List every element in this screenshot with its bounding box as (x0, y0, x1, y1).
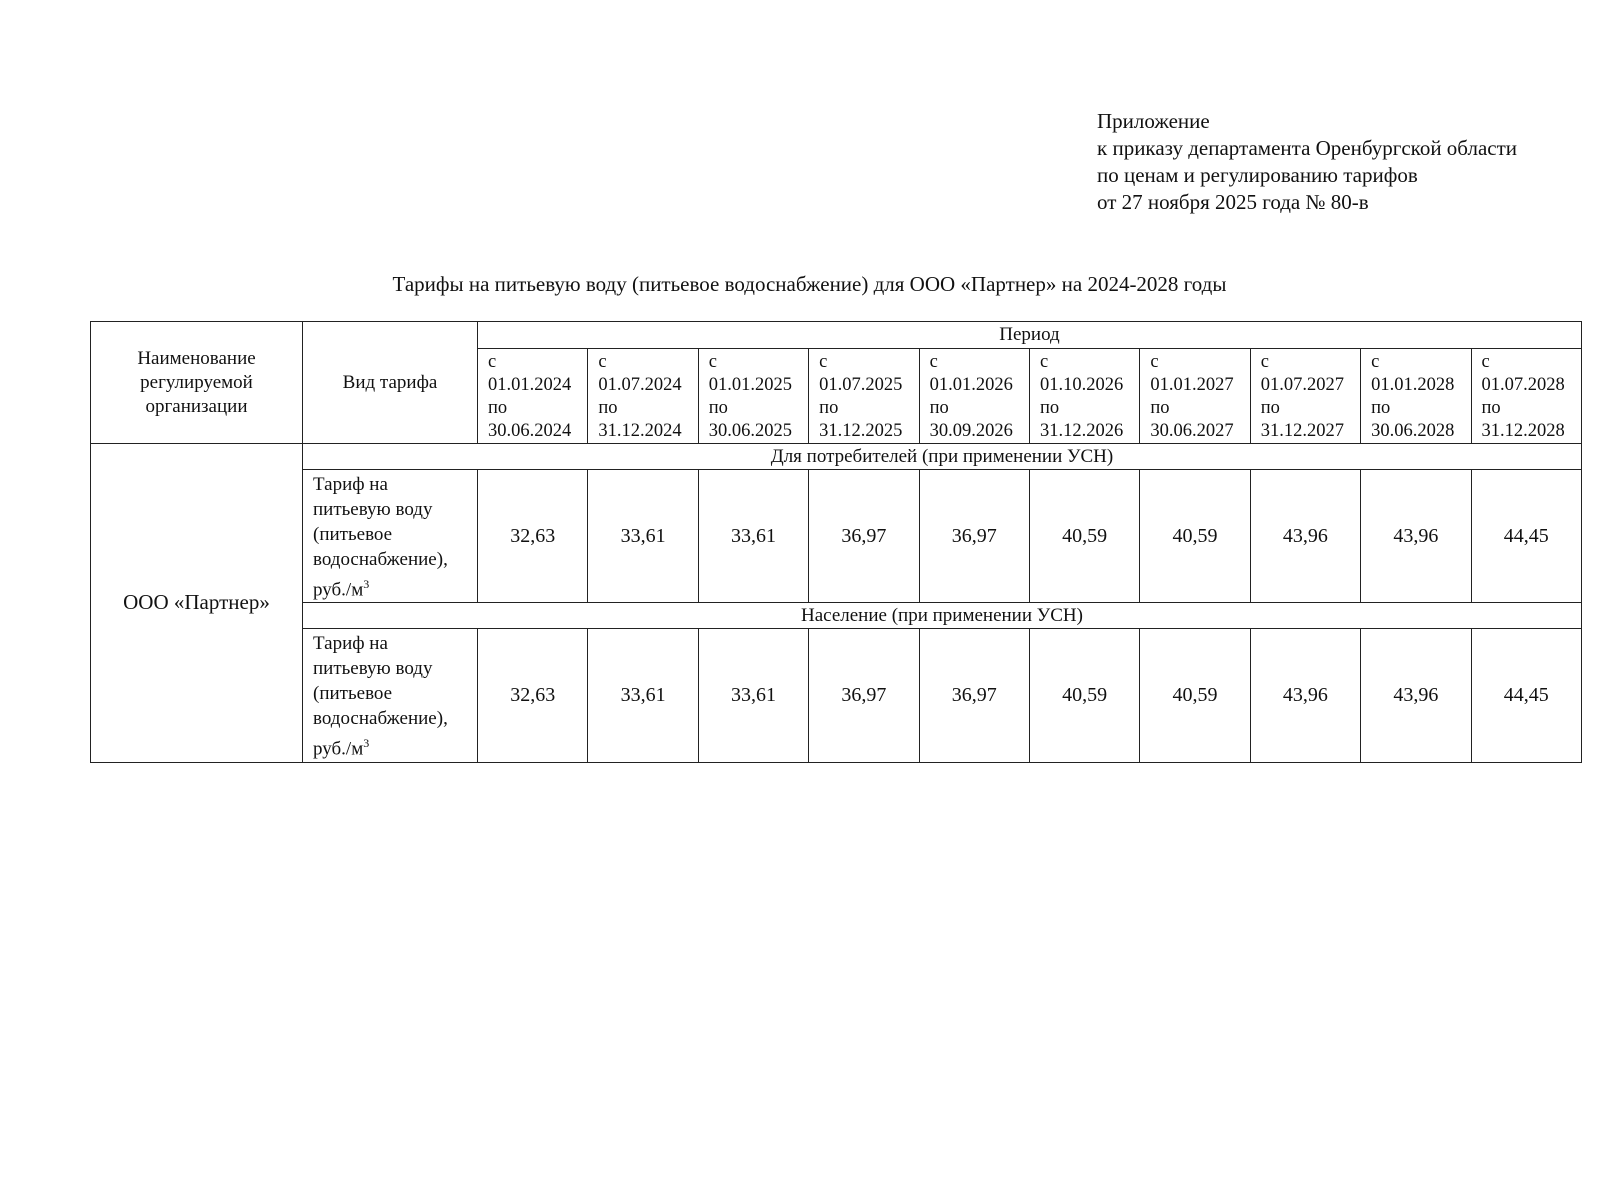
appendix-line: к приказу департамента Оренбургской области (1097, 136, 1517, 160)
period-to: 30.06.2025 (708, 421, 793, 441)
period-to-word: по (598, 398, 618, 418)
tariff-value-cell: 40,59 (1029, 629, 1139, 762)
period-from: 01.10.2026 (1039, 375, 1124, 395)
period-from-word: с (488, 352, 497, 372)
period-from: 01.01.2024 (488, 375, 572, 395)
period-to: 31.12.2028 (1481, 421, 1565, 441)
tariff-type-line (313, 681, 477, 706)
tariff-type-cell (303, 629, 478, 762)
tariff-value-cell: 33,61 (588, 470, 698, 603)
period-from: 01.07.2025 (819, 375, 903, 395)
tariff-value-cell: 36,97 (809, 629, 919, 762)
tariff-value-cell: 43,96 (1361, 470, 1471, 603)
tariff-value-cell: 32,63 (478, 470, 588, 603)
tariff-type-line (313, 706, 477, 731)
period-to-word: по (1371, 398, 1391, 418)
tariff-type-line (313, 497, 477, 522)
period-to-word: по (819, 398, 839, 418)
period-to: 31.12.2025 (819, 421, 903, 441)
tariff-value-cell: 44,45 (1471, 470, 1581, 603)
period-from: 01.01.2028 (1371, 375, 1455, 395)
period-from: 01.01.2027 (1150, 375, 1234, 395)
header-org-line: организации (145, 395, 248, 417)
group-label: Для потребителей (при применении УСН) (303, 444, 1582, 470)
header-row (91, 322, 1582, 349)
period-to: 31.12.2027 (1260, 421, 1344, 441)
tariff-value-cell: 33,61 (698, 629, 808, 762)
period-to: 31.12.2026 (1039, 421, 1124, 441)
period-from-word: с (708, 352, 717, 372)
unit-superscript: 3 (363, 736, 370, 751)
period-to-word: по (708, 398, 728, 418)
tariff-value-cell: 32,63 (478, 629, 588, 762)
tariff-value-cell: 33,61 (698, 470, 808, 603)
tariff-value-cell: 40,59 (1140, 629, 1250, 762)
appendix-block (1097, 108, 1517, 216)
appendix-line: Приложение (1097, 109, 1210, 133)
tariff-type-line (313, 656, 477, 681)
period-from-word: с (929, 352, 938, 372)
tariff-type-line (313, 631, 477, 656)
period-to-word: по (488, 398, 508, 418)
period-to-word: по (1481, 398, 1501, 418)
period-cell (478, 349, 588, 444)
tariff-value-cell: 44,45 (1471, 629, 1581, 762)
period-cell (809, 349, 919, 444)
tariff-type-cell (303, 470, 478, 603)
tariff-value-cell: 43,96 (1250, 470, 1360, 603)
tariff-value-cell: 40,59 (1140, 470, 1250, 603)
period-to: 31.12.2024 (598, 421, 682, 441)
period-to-word: по (1260, 398, 1280, 418)
header-period: Период (478, 322, 1582, 349)
period-cell (588, 349, 698, 444)
period-from: 01.07.2028 (1481, 375, 1565, 395)
tariff-type-line (313, 731, 477, 761)
period-to: 30.09.2026 (929, 421, 1013, 441)
tariff-type-line (313, 472, 477, 497)
header-organization (91, 322, 303, 444)
unit-superscript: 3 (363, 577, 370, 591)
tariff-type-line (313, 572, 477, 602)
period-to-word: по (1039, 398, 1060, 418)
group-label-row (91, 444, 1582, 470)
tariff-row (91, 629, 1582, 762)
tariff-value-cell: 36,97 (809, 470, 919, 603)
period-cell (698, 349, 808, 444)
period-cell (919, 349, 1029, 444)
document-title: Тарифы на питьевую воду (питьевое водоснабжение) для ООО «Партнер» на 2024-2028 годы (392, 272, 1227, 296)
tariff-type-text: Тариф на (313, 633, 388, 655)
tariff-value-cell: 36,97 (919, 470, 1029, 603)
tariff-type-text: Тариф на (313, 474, 388, 495)
period-from-word: с (1150, 352, 1159, 372)
tariff-type-text: питьевую воду (313, 658, 433, 680)
tariff-type-text: руб./м (313, 579, 364, 601)
period-to: 30.06.2024 (488, 421, 572, 441)
tariff-table (90, 321, 1582, 763)
header-tariff-type: Вид тарифа (303, 322, 478, 444)
period-from: 01.01.2025 (708, 375, 793, 395)
tariff-type-text: (питьевое (313, 524, 393, 545)
tariff-value-cell: 40,59 (1029, 470, 1139, 603)
appendix-line: от 27 ноября 2025 года № 80-в (1097, 190, 1369, 214)
period-cell (1140, 349, 1250, 444)
period-from: 01.07.2027 (1260, 375, 1344, 395)
tariff-type-text: питьевую воду (313, 499, 433, 520)
period-from-word: с (1039, 352, 1049, 372)
tariff-type-text: водоснабжение), (313, 549, 448, 570)
tariff-value-cell: 36,97 (919, 629, 1029, 762)
tariff-value-cell: 33,61 (588, 629, 698, 762)
tariff-type-text: руб./м (313, 738, 364, 760)
tariff-type-line (313, 522, 477, 547)
tariff-value-cell: 43,96 (1250, 629, 1360, 762)
appendix-line: по ценам и регулированию тарифов (1097, 163, 1418, 187)
organization-cell: ООО «Партнер» (91, 444, 303, 763)
group-label: Население (при применении УСН) (303, 603, 1582, 629)
period-from-word: с (1481, 352, 1490, 372)
period-cell (1361, 349, 1471, 444)
period-cell (1029, 349, 1139, 444)
period-from-word: с (598, 352, 607, 372)
period-to: 30.06.2027 (1150, 421, 1234, 441)
tariff-value-cell: 43,96 (1361, 629, 1471, 762)
group-label-row (91, 603, 1582, 629)
tariff-row (91, 470, 1582, 603)
period-from-word: с (819, 352, 828, 372)
header-org-line: регулируемой (140, 371, 253, 393)
period-to: 30.06.2028 (1371, 421, 1455, 441)
period-from-word: с (1371, 352, 1380, 372)
period-cell (1250, 349, 1360, 444)
period-from: 01.01.2026 (929, 375, 1013, 395)
period-to-word: по (1150, 398, 1170, 418)
tariff-type-text: (питьевое (313, 683, 393, 705)
header-org-line: Наименование (137, 347, 256, 369)
period-cell (1471, 349, 1581, 444)
period-from-word: с (1260, 352, 1269, 372)
period-from: 01.07.2024 (598, 375, 682, 395)
period-to-word: по (929, 398, 949, 418)
tariff-type-line (313, 547, 477, 572)
tariff-type-text: водоснабжение), (313, 708, 448, 730)
